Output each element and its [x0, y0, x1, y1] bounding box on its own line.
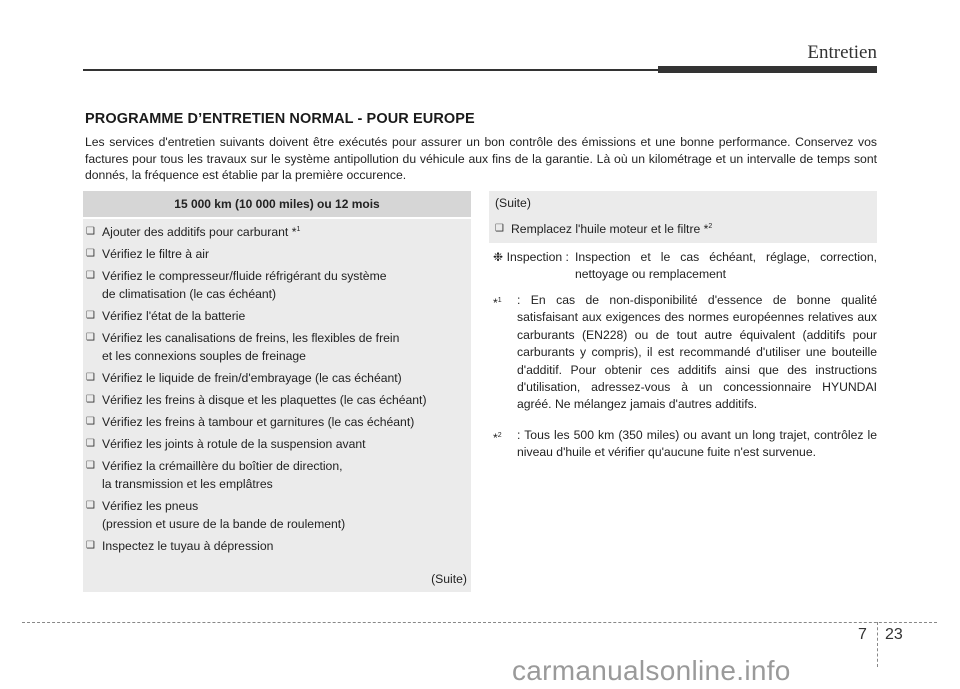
checklist-item-label: Vérifiez les freins à disque et les plaquettes (le cas échéant) — [102, 393, 427, 407]
checkbox-icon: ❑ — [86, 248, 95, 259]
checkbox-icon: ❑ — [86, 500, 95, 511]
footnote-text: : En cas de non-disponibilité d'essence de bonne qualité satisfaisant aux exigences des normes européennes relatives aux carburants (EN228) ou de tout autre équivalent (additifs pour carburants y compris), il est recommandé d'utiliser une bouteille d'additif. Pour obtenir ces additifs ainsi que des instructions d'utilisation, adressez-vous à un concessionnaire HYUNDAI agréé. Ne mélangez jamais d'autres additifs. — [517, 293, 877, 412]
checklist-item — [83, 457, 471, 493]
checklist-item — [83, 413, 471, 431]
interval-heading: 15 000 km (10 000 miles) ou 12 mois — [83, 191, 471, 219]
checkbox-icon: ❑ — [86, 332, 95, 343]
header-rule — [83, 69, 663, 71]
checklist-item-label: Vérifiez les canalisations de freins, les flexibles de frein et les connexions souples de freinage — [102, 331, 400, 363]
chapter-title: Entretien — [807, 42, 877, 63]
checkbox-icon: ❑ — [86, 460, 95, 471]
checklist-item-label: Inspectez le tuyau à dépression — [102, 539, 274, 553]
maintenance-box-continued — [489, 191, 877, 243]
checklist-item — [83, 435, 471, 453]
maintenance-checklist — [83, 219, 471, 555]
continued-label: (Suite) — [431, 572, 467, 586]
checklist-item-label: Ajouter des additifs pour carburant *$^1$ — [102, 225, 301, 239]
page-number: 23 — [885, 626, 903, 643]
checkbox-icon: ❑ — [86, 416, 95, 427]
checklist-item-label: Vérifiez le compresseur/fluide réfrigérant du système de climatisation (le cas échéant) — [102, 269, 387, 301]
footer-divider — [877, 622, 878, 667]
checklist-item-oil-filter — [495, 220, 712, 238]
intro-paragraph: Les services d'entretien suivants doivent être exécutés pour assurer un bon contrôle des émissions et une bonne performance. Conservez vos factures pour tous les travaux sur le système antipollution du véhicule aux fins de la garantie. Là où un kilométrage et un intervalle de temps sont donnés, la fréquence est établie par la première occurence. — [85, 135, 877, 183]
checkbox-icon: ❑ — [86, 394, 95, 405]
continued-label-right: (Suite) — [495, 196, 531, 210]
footnote-marker: *$^1$ — [493, 296, 502, 311]
checkbox-icon: ❑ — [86, 438, 95, 449]
checkbox-icon: ❑ — [86, 540, 95, 551]
checklist-item-label: Vérifiez les joints à rotule de la suspension avant — [102, 437, 366, 451]
checklist-item-label: Vérifiez la crémaillère du boîtier de direction, la transmission et les emplâtres — [102, 459, 343, 491]
footnote-text: : Tous les 500 km (350 miles) ou avant un long trajet, contrôlez le niveau d'huile et vérifier qu'aucune fuite n'est survenue. — [517, 428, 877, 460]
maintenance-box-15000km — [83, 191, 471, 592]
section-title: PROGRAMME D’ENTRETIEN NORMAL - POUR EUROPE — [85, 111, 475, 127]
inspection-legend — [493, 249, 877, 284]
checklist-item-label: Vérifiez les freins à tambour et garnitures (le cas échéant) — [102, 415, 415, 429]
checklist-item — [83, 245, 471, 263]
checklist-item-label: Vérifiez l'état de la batterie — [102, 309, 246, 323]
legend-text: Inspection et le cas échéant, réglage, correction, nettoyage ou remplacement — [574, 250, 877, 282]
header-rule-accent — [658, 66, 877, 73]
checklist-item — [83, 329, 471, 365]
checklist-item — [83, 391, 471, 409]
footer-rule — [22, 622, 937, 623]
checklist-item — [83, 223, 471, 241]
checklist-item-label: Vérifiez les pneus (pression et usure de la bande de roulement) — [102, 499, 346, 531]
chapter-number: 7 — [858, 626, 867, 643]
checkbox-icon: ❑ — [495, 223, 504, 234]
checklist-item-label: Remplacez l'huile moteur et le filtre *$^2$ — [511, 222, 713, 236]
checklist-item — [83, 307, 471, 325]
checkbox-icon: ❑ — [86, 372, 95, 383]
checklist-item — [83, 267, 471, 303]
checkbox-icon: ❑ — [86, 226, 95, 237]
inspection-symbol-icon: ❉ — [493, 250, 504, 264]
footnote-1 — [493, 292, 877, 414]
footnote-2 — [493, 427, 877, 462]
checkbox-icon: ❑ — [86, 270, 95, 281]
checklist-item-label: Vérifiez le liquide de frein/d'embrayage (le cas échéant) — [102, 371, 402, 385]
checklist-item — [83, 537, 471, 555]
checklist-item — [83, 497, 471, 533]
watermark: carmanualsonline.info — [512, 655, 791, 686]
footnote-marker: *$^2$ — [493, 431, 502, 446]
checkbox-icon: ❑ — [86, 310, 95, 321]
checklist-item — [83, 369, 471, 387]
checklist-item-label: Vérifiez le filtre à air — [102, 247, 210, 261]
legend-key: ❉ Inspection : — [493, 250, 569, 264]
